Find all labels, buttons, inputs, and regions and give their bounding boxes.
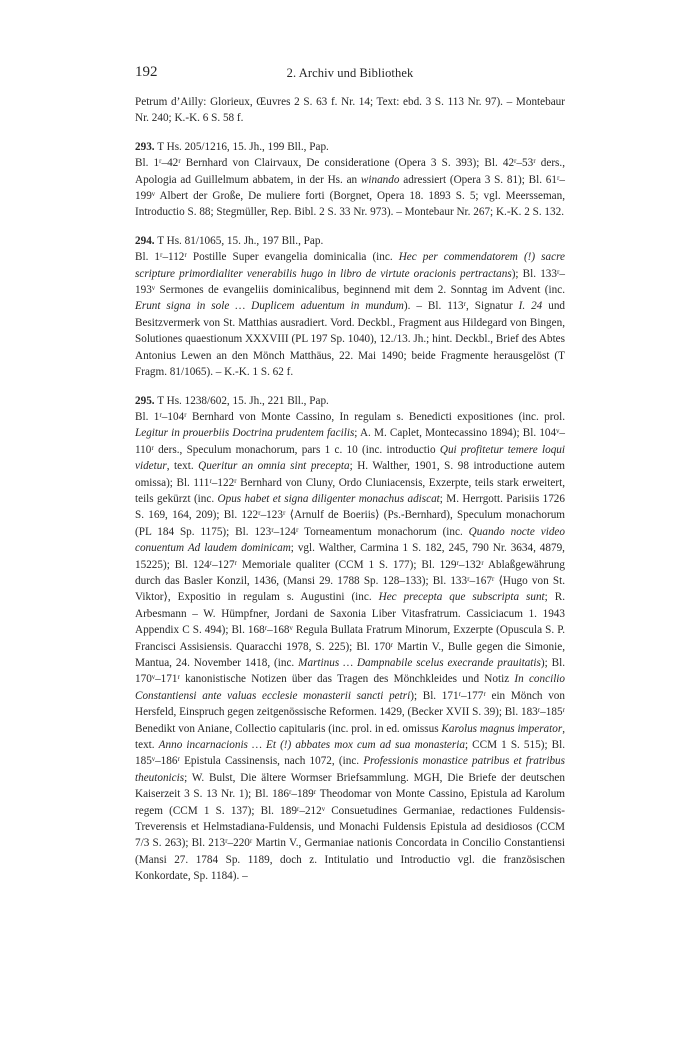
italic-incipit: Martinus … Dampnabile scelus execrande prauitatis bbox=[298, 657, 541, 669]
italic-incipit: Quando nocte video conuentum Ad laudem dominicam bbox=[135, 525, 565, 555]
entry-shelfmark: T Hs. 1238/602, 15. Jh., 221 Bll., Pap. bbox=[157, 394, 329, 407]
italic-incipit: Qui profitetur temere loqui videtur bbox=[135, 443, 565, 473]
chapter-title: 2. Archiv und Bibliothek bbox=[286, 66, 414, 80]
entry-description bbox=[135, 249, 565, 380]
text-run: ; M. Herrgott. Parisiis 1726 S. 169, 164, 209); Bl. 122ʳ–123ʳ ⟨Arnulf de Boeriis⟩ (Ps.-Bernhard), Speculum monachorum (PL 184 Sp. 1175); Bl. 123ʳ–124ʳ Torneamentum monachorum (inc. bbox=[135, 492, 565, 538]
entry-shelfmark: T Hs. 205/1216, 15. Jh., 199 Bll., Pap. bbox=[157, 140, 329, 153]
text-run: adressiert (Opera 3 S. 81); Bl. 61ʳ–199ᵛ Albert der Große, De muliere forti (Borgnet, Opera 18. 1893 S. 5; vgl. Meersseman, Introductio S. 88; Stegmüller, Rep. Bibl. 2 S. 33 Nr. 973). – Montebaur Nr. 267; K.-K. 2 S. 132. bbox=[135, 173, 566, 219]
catalog-entry-293 bbox=[135, 139, 565, 221]
text-run: ); Bl. 171ʳ–177ʳ ein Mönch von Hersfeld, Einspruch gegen zeitgenössische Reformen. 1429, (Becker XVII S. 39); Bl. 183ʳ–185ʳ Benedikt von Aniane, Collectio capitularis (inc. prol. in ed. omissus bbox=[135, 689, 565, 735]
running-head bbox=[135, 64, 565, 84]
text-run: ; vgl. Walther, Carmina 1 S. 182, 245, 790 Nr. 3634, 4879, 15225); Bl. 124ʳ–127ʳ Memoriale qualiter (CCM 1 S. 177); Bl. 129ʳ–132ʳ Ablaßgewährung durch das Basler Konzil, 1436, (Mansi 29. 1788 Sp. 128–133); Bl. 133ʳ–167ʳ ⟨Hugo von St. Viktor⟩, Expositio in regulam s. Augustini (inc. bbox=[135, 542, 565, 604]
text-run: , text. bbox=[135, 722, 565, 752]
text-run: ). – Bl. 113ʳ, Signatur bbox=[403, 300, 519, 313]
italic-incipit: winando bbox=[360, 173, 400, 186]
entry-number: 295. bbox=[135, 394, 155, 407]
text-run: , text. bbox=[166, 460, 199, 473]
italic-incipit: Opus habet et signa diligenter monachus adiscat bbox=[217, 492, 440, 505]
text-run: ; W. Bulst, Die ältere Wormser Briefsammlung. MGH, Die Briefe der deutschen Kaiserzeit 3 S. 13 Nr. 1); Bl. 186ʳ–189ʳ Theodomar von Monte Cassino, Epistula ad Karolum regem (CCM 1 S. 137); Bl. 189ʳ–212ᵛ Consuetudines Germaniae, redactiones Fuldensis-Treverensis et Helmstadiana-Fuldensis, und Monachi Fuldensis Epistula ad desidiosos (CCM 7/3 S. 263); Bl. 213ʳ–220ʳ Martin V., Germaniae nationis Concordata in Concilio Constantiensi (Mansi 27. 1784 Sp. 1189, doch z. Intitulatio und Introductio vgl. die französischen Konkordate, Sp. 1184). – bbox=[135, 771, 565, 883]
italic-incipit: Karolus magnus imperator bbox=[441, 722, 563, 735]
entry-header bbox=[135, 393, 565, 409]
italic-incipit: Professionis monastice patribus et fratribus theutonicis bbox=[135, 755, 565, 784]
text-run: und Besitzvermerk von St. Matthias ausradiert. Vord. Deckbl., Fragment aus Hildegard von Bingen, Solutiones quaestionum XXXVIII (PL 197 Sp. 1040), 12./13. Jh.; hint. Deckbl., Brief des Abtes Antonius Lewen an den Mönch Matthäus, 22. Mai 1490; beide Fragmente herausgelöst (T Fragm. 81/1065). – K.-K. 1 S. 62 f. bbox=[135, 300, 566, 379]
entry-header bbox=[135, 139, 565, 155]
entry-description bbox=[135, 409, 565, 885]
text-run: Bl. 1ʳ–112ʳ Postille Super evangelia dominicalia (inc. bbox=[135, 251, 399, 264]
page-number: 192 bbox=[135, 64, 158, 80]
text-run: ); Bl. 133ʳ–193ᵛ Sermones de evangeliis dominicalibus, beginnend mit dem 2. Sonntag im Advent (inc. bbox=[135, 267, 565, 297]
entry-description bbox=[135, 155, 565, 221]
italic-incipit: Hec precepta que subscripta sunt bbox=[378, 591, 545, 604]
carryover-paragraph: Petrum d’Ailly: Glorieux, Œuvres 2 S. 63 f. Nr. 14; Text: ebd. 3 S. 113 Nr. 97). – Montebaur Nr. 240; K.-K. 6 S. 58 f. bbox=[135, 96, 565, 125]
text-run: ; H. Walther, 1901, S. 98 introductione autem omissa); Bl. 111ʳ–122ʳ Bernhard von Cluny, Ordo Cluniacensis, Exzerpte, teils stark erweitert, teils gekürzt (inc. bbox=[135, 460, 565, 505]
entry-number: 293. bbox=[135, 140, 155, 153]
catalog-entry-295 bbox=[135, 393, 565, 885]
italic-incipit: I. 24 bbox=[518, 300, 543, 313]
italic-incipit: Legitur in prouerbiis Doctrina prudentem facilis bbox=[135, 427, 355, 440]
italic-incipit: Hec per commendatorem (!) sacre scripture primordialiter venerabilis hugo in libro de virtute oracionis pertractans bbox=[135, 251, 565, 280]
catalog-entry-294 bbox=[135, 233, 565, 381]
text-run: Bl. 1ʳ–42ʳ Bernhard von Clairvaux, De consideratione (Opera 3 S. 393); Bl. 42ʳ–53ʳ ders., Apologia ad Guillelmum abbatem, in der Hs. an bbox=[135, 157, 565, 186]
entry-number: 294. bbox=[135, 234, 155, 247]
catalog-text bbox=[135, 94, 565, 885]
text-run: ); Bl. 170ᵛ–171ʳ kanonistische Notizen über das Tragen des Mönchkleides und Notiz bbox=[135, 657, 565, 686]
italic-incipit: Erunt signa in sole … Duplicem aduentum in mundum bbox=[135, 300, 404, 313]
entry-shelfmark: T Hs. 81/1065, 15. Jh., 197 Bll., Pap. bbox=[157, 234, 324, 247]
text-run: Bl. 1ʳ–104ʳ Bernhard von Monte Cassino, In regulam s. Benedicti expositiones (inc. prol. bbox=[135, 410, 565, 423]
italic-incipit: Queritur an omnia sint precepta bbox=[198, 460, 350, 473]
text-run: ; CCM 1 S. 515); Bl. 185ᵛ–186ʳ Epistula Cassinensis, nach 1072, (inc. bbox=[135, 739, 566, 768]
entry-header bbox=[135, 233, 565, 249]
text-run: ; A. M. Caplet, Montecassino 1894); Bl. 104ᵛ–110ʳ ders., Speculum monachorum, pars 1 c. 10 (inc. introductio bbox=[135, 427, 565, 456]
italic-incipit: Anno incarnacionis … Et (!) abbates mox cum ad sua monasteria bbox=[158, 739, 465, 752]
text-run: ; R. Arbesmann – W. Hümpfner, Jordani de Saxonia Liber Vitasfratrum. Cassiciacum 1. 1943 Appendix C S. 494); Bl. 168ʳ–168ᵛ Regula Bullata Fratrum Minorum, Exzerpte (Opuscula S. P. Francisci Assisiensis. Quaracchi 1978, S. 225); Bl. 170ʳ Martin V., Bulle gegen die Simonie, Mantua, 24. November 1418, (inc. bbox=[135, 591, 565, 669]
italic-incipit: In concilio Constantiensi ante valuas ecclesie monasterii sancti petri bbox=[135, 673, 566, 702]
